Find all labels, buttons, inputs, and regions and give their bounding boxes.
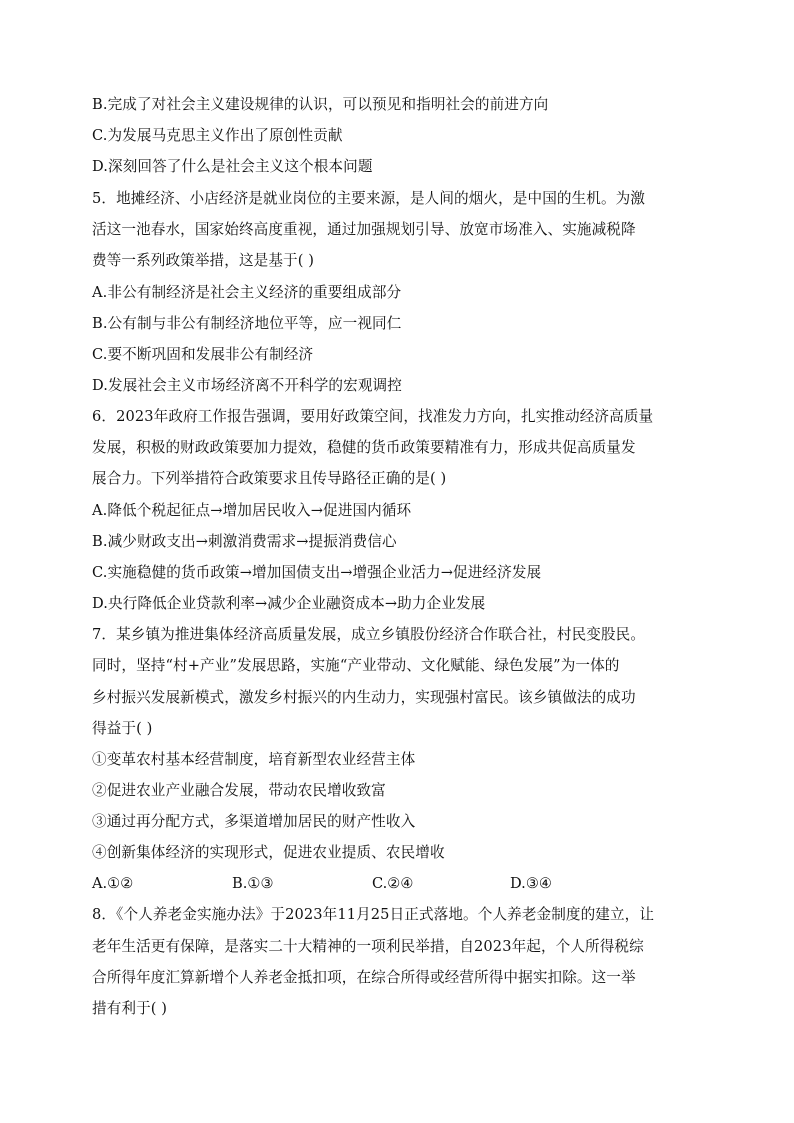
q8-stem-line-4: 措有利于( ) [92, 1000, 168, 1017]
q8-stem-line-3: 合所得年度汇算新增个人养老金抵扣项，在综合所得或经营所得中据实扣除。这一举 [92, 969, 636, 986]
q6-option-c: C.实施稳健的货币政策→增加国债支出→增强企业活力→促进经济发展 [92, 564, 542, 581]
q7-statement-1: ①变革农村基本经营制度，培育新型农业经营主体 [92, 751, 416, 768]
q5-option-d: D.发展社会主义市场经济离不开科学的宏观调控 [92, 377, 402, 394]
q7-option-c: C.②④ [372, 875, 414, 892]
q7-statement-2: ②促进农业产业融合发展，带动农民增收致富 [92, 782, 386, 799]
q5-option-a: A.非公有制经济是社会主义经济的重要组成部分 [92, 284, 402, 301]
q6-stem-line-2: 发展，积极的财政政策要加力提效，稳健的货币政策要精准有力，形成共促高质量发 [92, 439, 636, 456]
q7-stem-line-3: 乡村振兴发展新模式，激发乡村振兴的内生动力，实现强村富民。该乡镇做法的成功 [92, 689, 636, 706]
q4-option-b: B.完成了对社会主义建设规律的认识，可以预见和指明社会的前进方向 [92, 96, 549, 113]
q5-stem-line-1: 5．地摊经济、小店经济是就业岗位的主要来源，是人间的烟火，是中国的生机。为激 [92, 190, 646, 207]
q7-stem-line-4: 得益于( ) [92, 720, 153, 737]
q4-option-c: C.为发展马克思主义作出了原创性贡献 [92, 127, 343, 144]
q6-stem-line-1: 6．2023年政府工作报告强调，要用好政策空间，找准发力方向，扎实推动经济高质量 [92, 408, 654, 425]
q7-statement-4: ④创新集体经济的实现形式，促进农业提质、农民增收 [92, 844, 445, 861]
q5-option-c: C.要不断巩固和发展非公有制经济 [92, 346, 314, 363]
q6-stem-line-3: 展合力。下列举措符合政策要求且传导路径正确的是( ) [92, 470, 447, 487]
q6-option-b: B.减少财政支出→刺激消费需求→提振消费信心 [92, 533, 397, 550]
q5-stem-line-2: 活这一池春水，国家始终高度重视，通过加强规划引导、放宽市场准入、实施减税降 [92, 221, 636, 238]
q8-stem-line-1: 8．《个人养老金实施办法》于2023年11月25日正式落地。个人养老金制度的建立，让 [92, 906, 655, 923]
q7-option-d: D.③④ [510, 875, 552, 892]
q7-stem-line-2: 同时，坚持“村+产业”发展思路，实施“产业带动、文化赋能、绿色发展”为一体的 [92, 657, 620, 674]
q5-stem-line-3: 费等一系列政策举措，这是基于( ) [92, 252, 315, 269]
q6-option-a: A.降低个税起征点→增加居民收入→促进国内循环 [92, 502, 412, 519]
q7-option-a: A.①② [92, 875, 134, 892]
q7-stem-line-1: 7．某乡镇为推进集体经济高质量发展，成立乡镇股份经济合作联合社，村民变股民。 [92, 626, 646, 643]
q7-options-row [92, 874, 712, 894]
q7-statement-3: ③通过再分配方式，多渠道增加居民的财产性收入 [92, 813, 416, 830]
q4-option-d: D.深刻回答了什么是社会主义这个根本问题 [92, 158, 373, 175]
q8-stem-line-2: 老年生活更有保障，是落实二十大精神的一项利民举措，自2023年起，个人所得税综 [92, 938, 644, 955]
q6-option-d: D.央行降低企业贷款利率→减少企业融资成本→助力企业发展 [92, 595, 486, 612]
q5-option-b: B.公有制与非公有制经济地位平等，应一视同仁 [92, 315, 402, 332]
q7-option-b: B.①③ [232, 875, 274, 892]
